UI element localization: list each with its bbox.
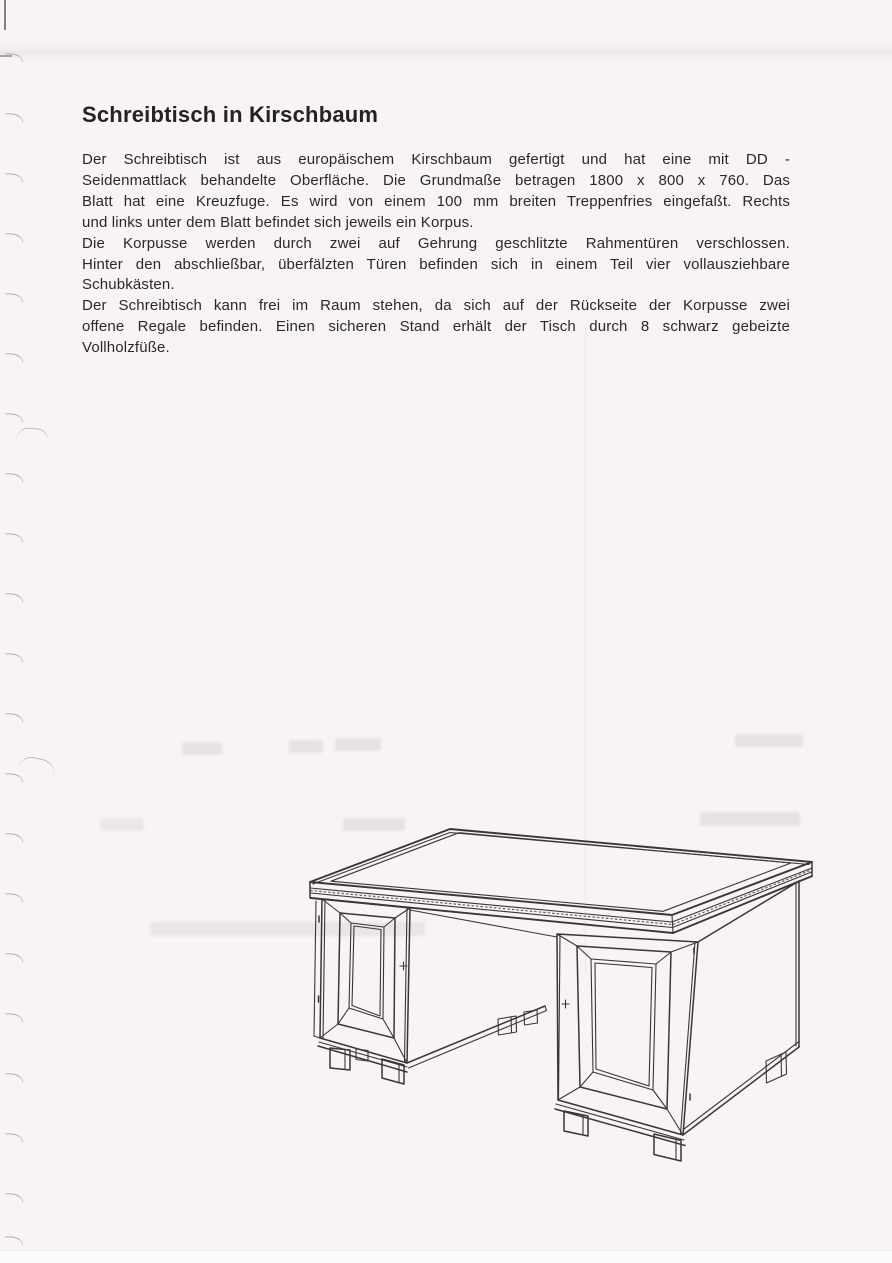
binder-hole-mark bbox=[5, 413, 23, 424]
body-line: Die Korpusse werden durch zwei auf Gehrung geschlitzte Rahmentüren verschlossen. bbox=[82, 234, 790, 252]
body-line: offene Regale befinden. Einen sicheren Stand erhält der Tisch durch 8 schwarz gebeizte bbox=[82, 318, 790, 336]
bleedthrough-smudge bbox=[735, 734, 803, 747]
binder-hole-arc bbox=[15, 426, 50, 445]
binder-hole-mark bbox=[5, 1073, 23, 1084]
scan-corner-line bbox=[4, 0, 6, 30]
page-title: Schreibtisch in Kirschbaum bbox=[82, 102, 379, 127]
body-line: Der Schreibtisch ist aus europäischem Kirschbaum gefertigt und hat eine mit DD - bbox=[82, 151, 790, 168]
binder-hole-mark bbox=[5, 293, 23, 304]
bleedthrough-smudge bbox=[335, 738, 381, 751]
binder-hole-arc bbox=[17, 754, 57, 778]
binder-hole-mark bbox=[5, 113, 23, 124]
body-line: Seidenmattlack behandelte Oberfläche. Die Grundmaße betragen 1800 x 800 x 760. Das bbox=[82, 171, 790, 189]
binder-hole-mark bbox=[5, 893, 23, 904]
body-line: Schubkästen. bbox=[82, 276, 175, 294]
bleedthrough-smudge bbox=[100, 818, 144, 831]
body-line: Vollholzfüße. bbox=[82, 339, 170, 357]
binder-hole-mark bbox=[5, 173, 23, 184]
body-line: Blatt hat eine Kreuzfuge. Es wird von einem 100 mm breiten Treppenfries eingefaßt. Rechts bbox=[82, 192, 790, 210]
body-line: Hinter den abschließbar, überfälzten Türen befinden sich in einem Teil vier vollausziehbare bbox=[82, 255, 790, 273]
scan-top-shadow-band bbox=[0, 44, 892, 60]
binder-hole-mark bbox=[5, 473, 23, 484]
binder-hole-mark bbox=[5, 1236, 23, 1247]
body-line: Der Schreibtisch kann frei im Raum stehen, da sich auf der Rückseite der Korpusse zwei bbox=[82, 297, 790, 315]
binder-hole-mark bbox=[5, 953, 23, 964]
binder-hole-mark bbox=[5, 233, 23, 244]
bleedthrough-smudge bbox=[182, 742, 222, 755]
binder-hole-mark bbox=[5, 773, 23, 784]
bleedthrough-smudge bbox=[289, 740, 323, 753]
binder-hole-mark bbox=[5, 713, 23, 724]
binder-hole-mark bbox=[5, 833, 23, 844]
body-text bbox=[82, 150, 790, 359]
binder-hole-mark bbox=[5, 1013, 23, 1024]
desk-illustration bbox=[300, 818, 815, 1186]
binder-hole-mark bbox=[5, 653, 23, 664]
binder-hole-mark bbox=[5, 1193, 23, 1204]
body-line: und links unter dem Blatt befindet sich jeweils ein Korpus. bbox=[82, 213, 474, 231]
binder-hole-mark bbox=[5, 593, 23, 604]
binder-hole-mark bbox=[5, 1133, 23, 1144]
scan-bottom-strip bbox=[0, 1250, 892, 1263]
binder-hole-mark bbox=[5, 533, 23, 544]
binder-hole-mark bbox=[5, 353, 23, 364]
